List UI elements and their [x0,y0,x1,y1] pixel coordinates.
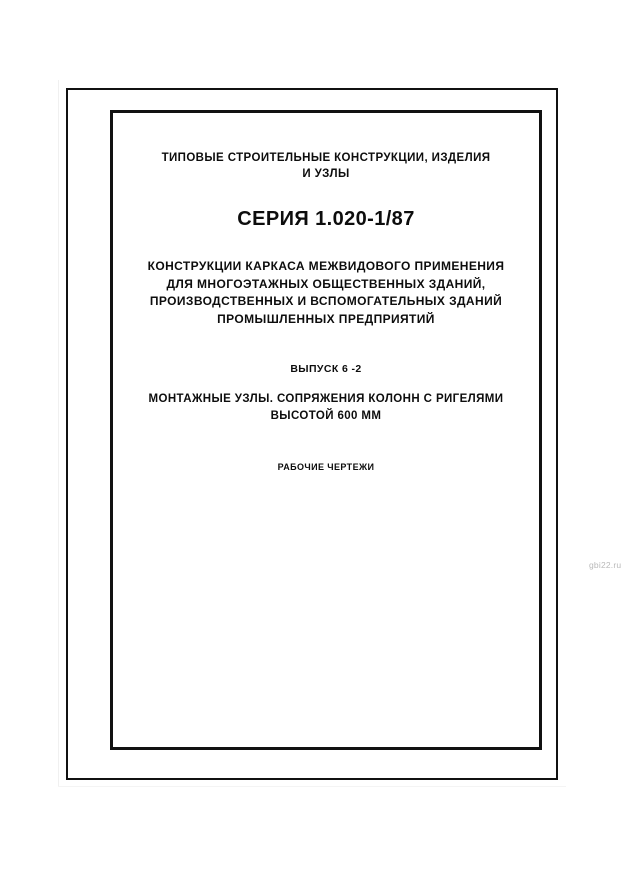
issue-subject [118,391,534,425]
scan-edge-left [58,80,59,786]
issue-subject-line-2: ВЫСОТОЙ 600 ММ [270,410,382,422]
subject-line-1: КОНСТРУКЦИИ КАРКАСА МЕЖВИДОВОГО ПРИМЕНЕНИЯ [147,259,505,273]
subject-line-2: ДЛЯ МНОГОЭТАЖНЫХ ОБЩЕСТВЕННЫХ ЗДАНИЙ, [166,276,486,291]
issue-subject-line-1: МОНТАЖНЫЕ УЗЛЫ. СОПРЯЖЕНИЯ КОЛОНН С РИГЕЛЯМИ [148,393,504,405]
subject-line-4: ПРОМЫШЛЕННЫХ ПРЕДПРИЯТИЙ [217,311,435,326]
document-kind-text: РАБОЧИЕ ЧЕРТЕЖИ [277,462,375,472]
document-type-line-1: ТИПОВЫЕ СТРОИТЕЛЬНЫЕ КОНСТРУКЦИИ, ИЗДЕЛИЯ [161,152,491,164]
document-type-line-2: И УЗЛЫ [302,168,350,180]
series-title [118,206,534,232]
series-title-text: СЕРИЯ 1.020-1/87 [237,208,415,230]
title-block [118,150,534,474]
subject-heading [118,258,534,328]
subject-line-3: ПРОИЗВОДСТВЕННЫХ И ВСПОМОГАТЕЛЬНЫХ ЗДАНИЙ [149,294,503,308]
site-watermark: gbi22.ru [589,560,622,570]
document-type-heading [118,150,534,182]
scan-edge-bottom [58,786,566,787]
issue-label-text: ВЫПУСК 6 -2 [290,363,362,375]
document-kind [118,461,534,474]
issue-label [118,362,534,377]
